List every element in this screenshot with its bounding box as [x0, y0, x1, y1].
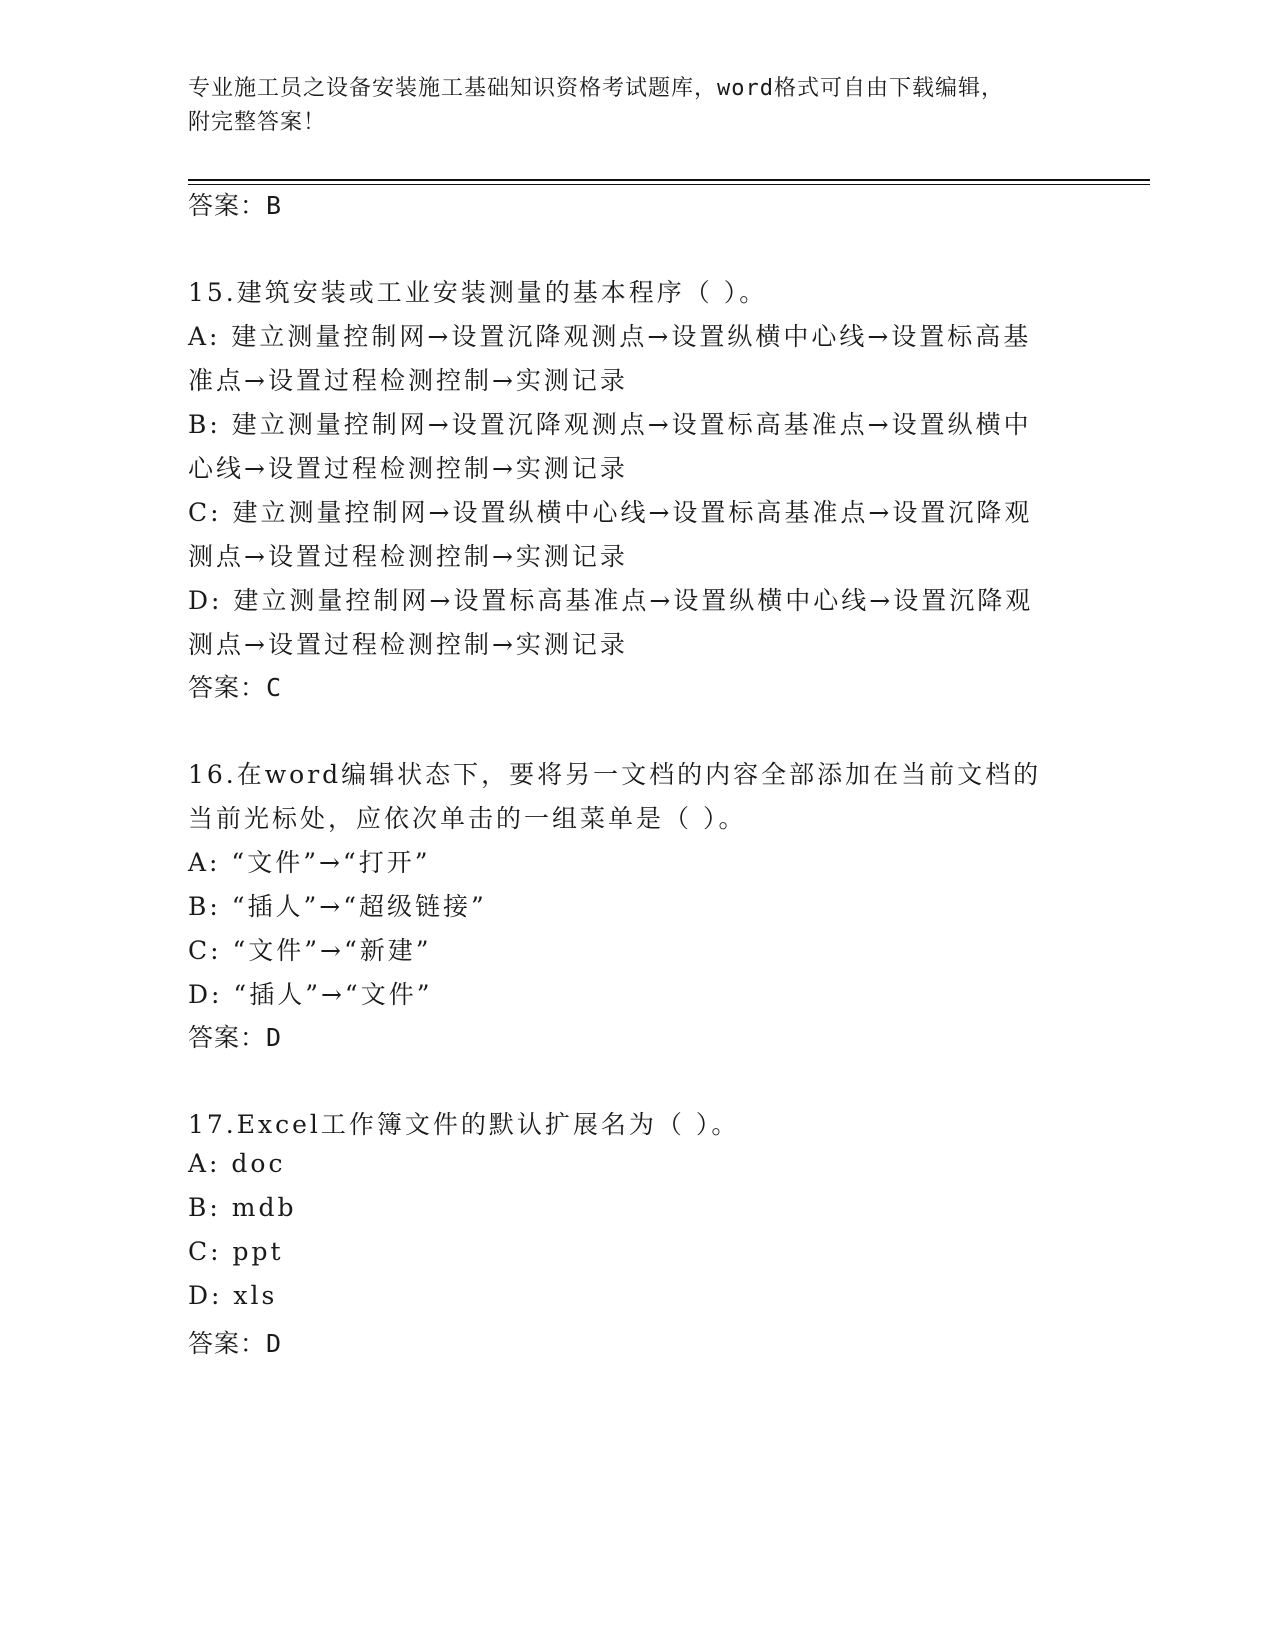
question-15-stem: 15.建筑安装或工业安装测量的基本程序（ ）。 [188, 278, 768, 307]
document-header [188, 72, 1068, 140]
question-16-option-a: A: “文件”→“打开” [188, 848, 431, 877]
question-15-option-c-cont: 测点→设置过程检测控制→实测记录 [188, 542, 628, 571]
question-17-option-a: A: doc [188, 1149, 286, 1178]
question-16-stem: 16.在word编辑状态下，要将另一文档的内容全部添加在当前文档的 [188, 760, 1042, 789]
answer-value: C [266, 673, 283, 702]
question-15-option-b-cont: 心线→设置过程检测控制→实测记录 [188, 454, 628, 483]
question-15-option-d-cont: 测点→设置过程检测控制→实测记录 [188, 630, 628, 659]
question-17-stem: 17.Excel工作簿文件的默认扩展名为（ ）。 [188, 1110, 740, 1139]
answer-label: 答案： [188, 673, 267, 702]
header-line-1: 专业施工员之设备安装施工基础知识资格考试题库，word格式可自由下载编辑， [188, 76, 1004, 101]
question-15-option-c: C: 建立测量控制网→设置纵横中心线→设置标高基准点→设置沉降观 [188, 498, 1033, 527]
question-15-option-a: A: 建立测量控制网→设置沉降观测点→设置纵横中心线→设置标高基 [188, 322, 1032, 351]
question-16-option-b: B: “插人”→“超级链接” [188, 892, 487, 921]
answer-value: B [266, 191, 283, 220]
header-line-2: 附完整答案！ [188, 110, 327, 135]
question-16-option-d: D: “插人”→“文件” [188, 980, 433, 1009]
question-17-option-b: B: mdb [188, 1193, 297, 1222]
question-16-option-c: C: “文件”→“新建” [188, 936, 432, 965]
question-15-answer [188, 668, 282, 704]
answer-previous [188, 186, 282, 222]
question-15-option-b: B: 建立测量控制网→设置沉降观测点→设置标高基准点→设置纵横中 [188, 410, 1032, 439]
answer-label: 答案： [188, 1023, 267, 1052]
header-divider-thin [188, 184, 1150, 185]
answer-label: 答案： [188, 1329, 267, 1358]
answer-value: D [266, 1023, 283, 1052]
question-17-option-c: C: ppt [188, 1237, 284, 1266]
question-17-answer [188, 1324, 282, 1360]
question-17-option-d: D: xls [188, 1281, 278, 1310]
header-divider [188, 179, 1150, 181]
question-16-answer [188, 1018, 282, 1054]
question-16-stem-cont: 当前光标处，应依次单击的一组菜单是（ ）。 [188, 804, 747, 833]
question-15-option-a-cont: 准点→设置过程检测控制→实测记录 [188, 366, 628, 395]
answer-value: D [266, 1329, 283, 1358]
question-15-option-d: D: 建立测量控制网→设置标高基准点→设置纵横中心线→设置沉降观 [188, 586, 1034, 615]
answer-label: 答案： [188, 191, 267, 220]
